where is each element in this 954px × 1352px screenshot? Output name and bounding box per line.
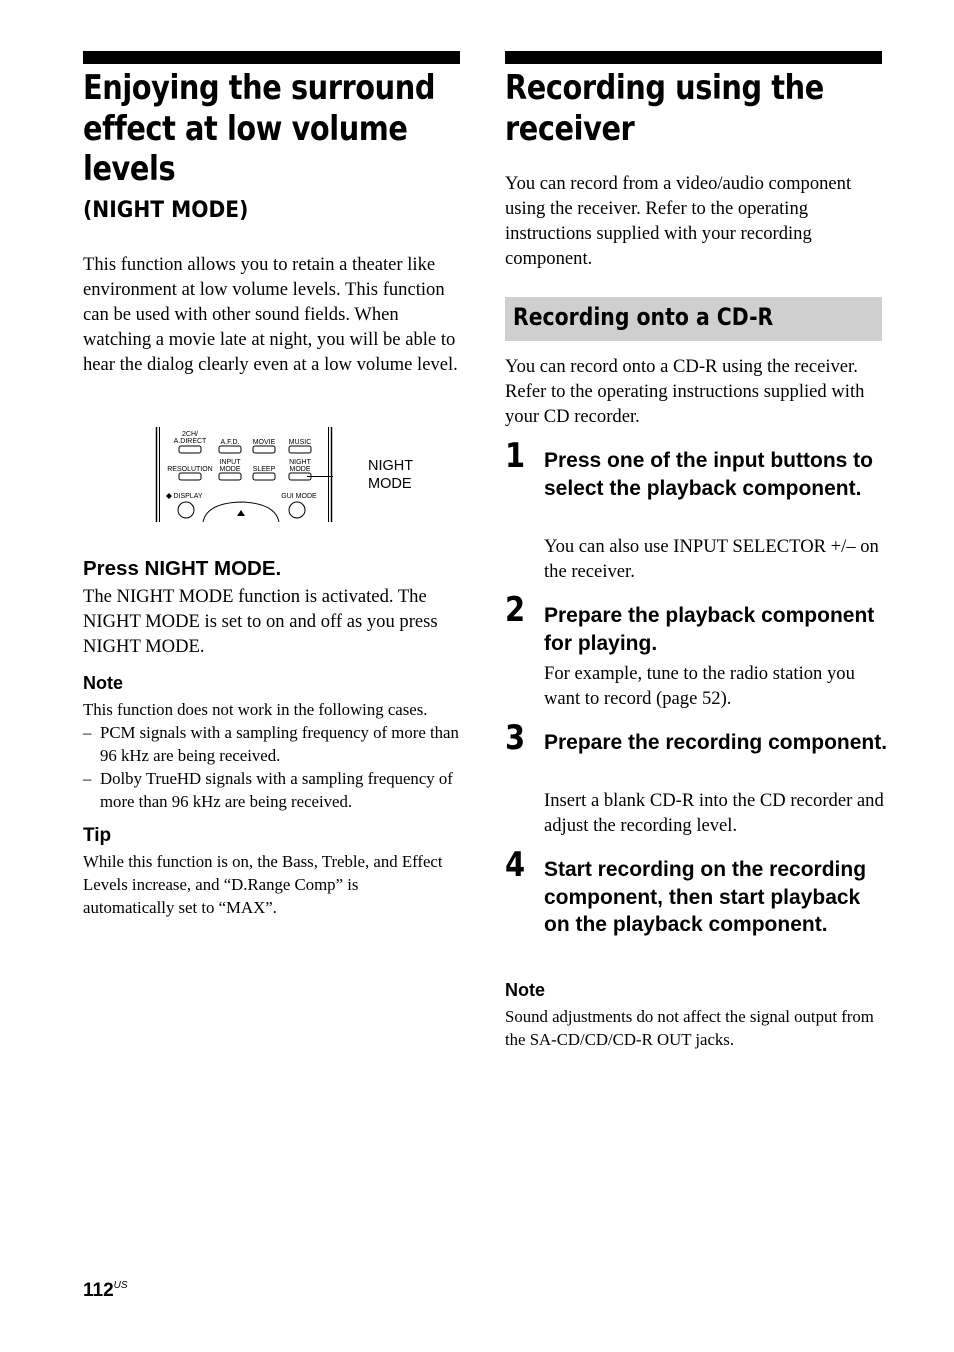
left-note-heading: Note <box>83 673 123 693</box>
remote-label: NIGHT <box>289 459 311 466</box>
page-number <box>83 1280 128 1302</box>
section-title: Recording onto a CD-R <box>513 303 774 331</box>
remote-label: A.F.D. <box>220 439 240 446</box>
remote-label: 2CH/ <box>182 431 198 438</box>
press-night-mode-heading: Press NIGHT MODE. <box>83 557 282 580</box>
list-item: – PCM signals with a sampling frequency of more than 96 kHz are being received. <box>83 721 463 767</box>
afd-button <box>219 446 241 453</box>
remote-label: MOVIE <box>252 439 276 446</box>
left-note-body <box>83 698 463 813</box>
display-button <box>178 502 194 518</box>
gui-mode-button <box>289 502 305 518</box>
step-body: Insert a blank CD-R into the CD recorder and adjust the recording level. <box>544 790 884 836</box>
list-item: – Dolby TrueHD signals with a sampling frequency of more than 96 kHz are being received. <box>83 767 463 813</box>
callout-label: MODE <box>368 476 412 492</box>
input-mode-button <box>219 473 241 480</box>
right-intro-paragraph: You can record from a video/audio component using the receiver. Refer to the operating instructions supplied with your recording component. <box>505 173 852 269</box>
tip-body: While this function is on, the Bass, Treble, and Effect Levels increase, and “D.Range Comp” is automatically set to “MAX”. <box>83 852 443 917</box>
right-page-title: Recording using the receiver <box>505 68 824 148</box>
remote-label: MODE <box>219 466 241 473</box>
step-title: Prepare the playback component for playing. <box>544 604 875 655</box>
right-title-rule <box>505 51 882 64</box>
step-title: Prepare the recording component. <box>544 731 888 754</box>
page-region: US <box>113 1280 128 1291</box>
night-mode-callout <box>368 457 413 493</box>
step-body: You can also use INPUT SELECTOR +/– on the receiver. <box>544 536 879 582</box>
left-intro-paragraph: This function allows you to retain a theater like environment at low volume levels. This function can be used with other sound fields. When watching a movie late at night, you will be able to hear the dialog clearly even at a low volume level. <box>83 254 458 375</box>
note-intro: This function does not work in the following cases. <box>83 700 428 719</box>
left-page-subtitle: (NIGHT MODE) <box>83 198 249 223</box>
step-number: 2 <box>505 590 526 630</box>
step-number: 4 <box>505 845 526 885</box>
remote-label: MODE <box>289 466 311 473</box>
remote-label: RESOLUTION <box>167 466 213 473</box>
resolution-button <box>179 473 201 480</box>
sleep-button <box>253 473 275 480</box>
step-body: For example, tune to the radio station you want to record (page 52). <box>544 663 855 709</box>
remote-label: MUSIC <box>288 439 312 446</box>
remote-label: GUI MODE <box>281 493 317 500</box>
right-note-body: Sound adjustments do not affect the signal output from the SA-CD/CD/CD-R OUT jacks. <box>505 1007 874 1049</box>
movie-button <box>253 446 275 453</box>
press-night-mode-body: The NIGHT MODE function is activated. The NIGHT MODE is set to on and off as you press NIGHT MODE. <box>83 586 438 657</box>
remote-label: DISPLAY <box>173 493 203 500</box>
left-page-title: Enjoying the surround effect at low volume levels <box>83 68 436 188</box>
callout-label: NIGHT <box>368 458 414 474</box>
right-note-heading: Note <box>505 980 545 1000</box>
remote-label: SLEEP <box>252 466 276 473</box>
step-title: Press one of the input buttons to select the playback component. <box>544 449 873 500</box>
step-title: Start recording on the recording component, then start playback on the playback component. <box>544 858 867 936</box>
remote-control-illustration <box>155 425 333 522</box>
left-title-rule <box>83 51 460 64</box>
a-direct-button <box>179 446 201 453</box>
tip-heading: Tip <box>83 825 112 846</box>
section-title-bar <box>505 297 882 341</box>
note-list <box>83 721 463 813</box>
section-intro-paragraph: You can record onto a CD-R using the receiver. Refer to the operating instructions supplied with your CD recorder. <box>505 356 865 427</box>
remote-label: A.DIRECT <box>173 438 207 445</box>
step-number: 1 <box>505 436 526 476</box>
page-number-value: 112 <box>83 1280 114 1301</box>
music-button <box>289 446 311 453</box>
remote-label: INPUT <box>219 459 241 466</box>
step-number: 3 <box>505 718 526 758</box>
